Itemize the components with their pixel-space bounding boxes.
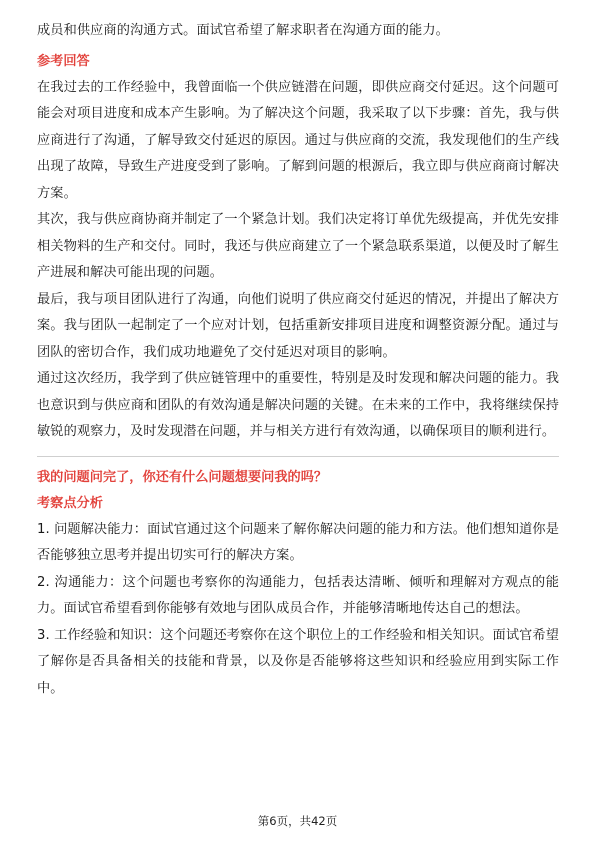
reference-paragraph-4: 通过这次经历，我学到了供应链管理中的重要性，特别是及时发现和解决问题的能力。我也意识到与供应商和团队的有效沟通是解决问题的关键。在未来的工作中，我将继续保持敏锐的观察力，及时发现潜在问题，并与相关方进行有效沟通，以确保项目的顺利进行。 <box>37 371 559 439</box>
question-title: 我的问题问完了，你还有什么问题想要问我的吗？ <box>37 469 328 485</box>
analysis-heading: 考察点分析 <box>37 495 103 511</box>
reference-paragraph-2: 其次，我与供应商协商并制定了一个紧急计划。我们决定将订单优先级提高，并优先安排相关物料的生产和交付。同时，我还与供应商建立了一个紧急联系渠道，以便及时了解生产进展和解决可能出现的问题。 <box>37 212 559 280</box>
reference-paragraph-3: 最后，我与项目团队进行了沟通，向他们说明了供应商交付延迟的情况，并提出了解决方案。我与团队一起制定了一个应对计划，包括重新安排项目进度和调整资源分配。通过与团队的密切合作，我们成功地避免了交付延迟对项目的影响。 <box>37 291 559 360</box>
analysis-item-2: 2. 沟通能力：这个问题也考察你的沟通能力，包括表达清晰、倾听和理解对方观点的能力。面试官希望看到你能够有效地与团队成员合作，并能够清晰地传达自己的想法。 <box>37 574 559 616</box>
page-content <box>37 18 559 702</box>
analysis-item-1: 1. 问题解决能力：面试官通过这个问题来了解你解决问题的能力和方法。他们想知道你是否能够独立思考并提出切实可行的解决方案。 <box>37 521 559 563</box>
reference-answer-heading: 参考回答 <box>37 53 90 69</box>
reference-paragraph-1: 在我过去的工作经验中，我曾面临一个供应链潜在问题，即供应商交付延迟。这个问题可能会对项目进度和成本产生影响。为了解决这个问题，我采取了以下步骤：首先，我与供应商进行了沟通，了解导致交付延迟的原因。通过与供应商的交流，我发现他们的生产线出现了故障，导致生产进度受到了影响。了解到问题的根源后，我立即与供应商商讨解决方案。 <box>37 79 559 201</box>
page-number-footer: 第6页，共42页 <box>257 814 338 828</box>
analysis-item-3: 3. 工作经验和知识：这个问题还考察你在这个职位上的工作经验和相关知识。面试官希望了解你是否具备相关的技能和背景，以及你是否能够将这些知识和经验应用到实际工作中。 <box>37 627 559 696</box>
intro-paragraph: 成员和供应商的沟通方式。面试官希望了解求职者在沟通方面的能力。 <box>37 23 449 38</box>
section-divider <box>37 456 559 457</box>
